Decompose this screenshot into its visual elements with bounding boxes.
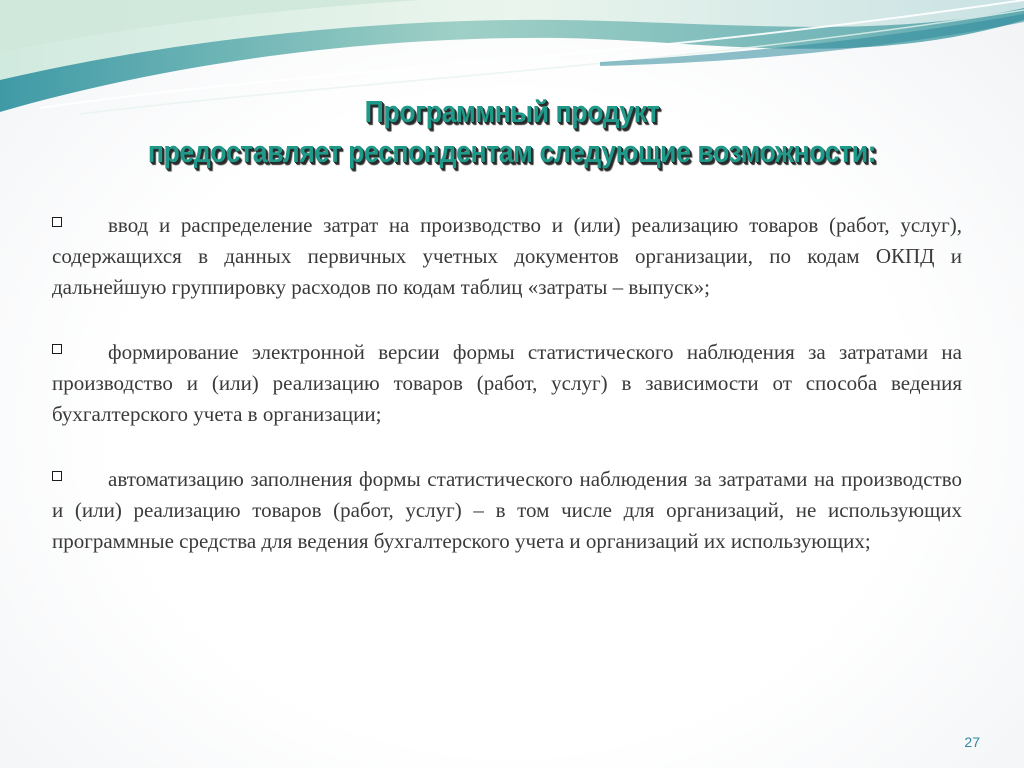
- slide-title: [106, 92, 918, 172]
- list-item: [52, 464, 962, 557]
- page-number: 27: [964, 734, 980, 750]
- slide-title-line-1: Программный продукт: [364, 94, 660, 129]
- checkbox-square-icon: [52, 471, 64, 483]
- checkbox-square-icon: [52, 217, 64, 229]
- list-item-text: ввод и распределение затрат на производство и (или) реализацию товаров (работ, услуг), содержащихся в данных первичных учетных документов организации, по кодам ОКПД и дальнейшую группировку расходов по кодам таблиц «затраты – выпуск»;: [52, 213, 962, 299]
- slide-title-line-2: предоставляет респондентам следующие возможности:: [147, 134, 877, 169]
- list-item: [52, 337, 962, 430]
- bullet-list: [52, 210, 962, 557]
- list-item: [52, 210, 962, 303]
- checkbox-square-icon: [52, 344, 64, 356]
- list-item-text: формирование электронной версии формы статистического наблюдения за затратами на производство и (или) реализацию товаров (работ, услуг) в зависимости от способа ведения бухгалтерского учета в организации;: [52, 340, 962, 426]
- list-item-text: автоматизацию заполнения формы статистического наблюдения за затратами на производство и (или) реализацию товаров (работ, услуг) – в том числе для организаций, не использующих программные средства для ведения бухгалтерского учета и организаций их использующих;: [52, 467, 962, 553]
